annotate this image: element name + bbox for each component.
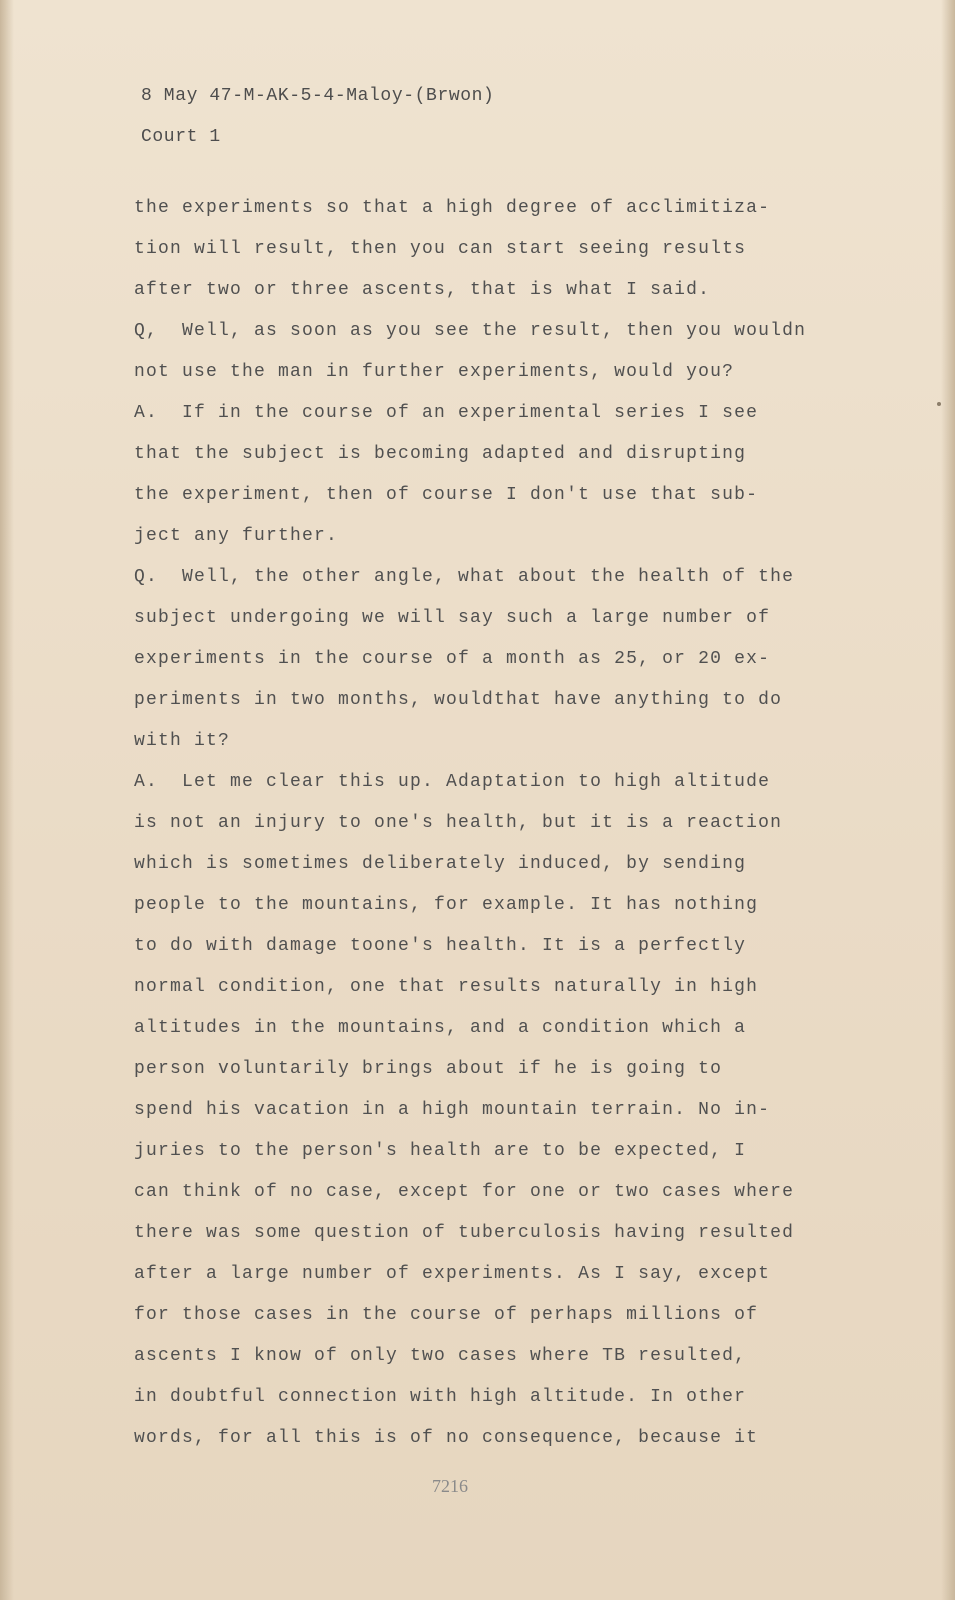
transcript-line: to do with damage toone's health. It is a perfectly (134, 936, 747, 956)
transcript-line: Q. Well, the other angle, what about the health of the (134, 567, 795, 587)
transcript-line: is not an injury to one's health, but it is a reaction (134, 813, 783, 833)
transcript-line: words, for all this is of no consequence, because it (134, 1428, 759, 1448)
transcript-line: after a large number of experiments. As I say, except (134, 1264, 771, 1284)
transcript-line: with it? (134, 731, 231, 751)
transcript-body (134, 188, 806, 1459)
transcript-line: experiments in the course of a month as 25, or 20 ex- (134, 649, 771, 669)
transcript-line: can think of no case, except for one or two cases where (134, 1182, 795, 1202)
transcript-line: people to the mountains, for example. It has nothing (134, 895, 759, 915)
transcript-line: Q, Well, as soon as you see the result, then you wouldn (134, 321, 807, 341)
transcript-line: the experiment, then of course I don't use that sub- (134, 485, 759, 505)
transcript-line: tion will result, then you can start seeing results (134, 239, 747, 259)
transcript-line: spend his vacation in a high mountain terrain. No in- (134, 1100, 771, 1120)
page-number: 7216 (432, 1476, 468, 1496)
transcript-line: normal condition, one that results naturally in high (134, 977, 759, 997)
transcript-line: juries to the person's health are to be expected, I (134, 1141, 747, 1161)
transcript-line: the experiments so that a high degree of acclimitiza- (134, 198, 771, 218)
transcript-line: after two or three ascents, that is what I said. (134, 280, 711, 300)
header-court-line: Court 1 (141, 127, 221, 147)
transcript-line: ascents I know of only two cases where TB resulted, (134, 1346, 747, 1366)
page-edge-left (0, 0, 14, 1600)
header-session-line: 8 May 47-M-AK-5-4-Maloy-(Brwon) (141, 86, 495, 106)
transcript-line: ject any further. (134, 526, 339, 546)
transcript-line: not use the man in further experiments, would you? (134, 362, 735, 382)
transcript-line: which is sometimes deliberately induced, by sending (134, 854, 747, 874)
transcript-line: that the subject is becoming adapted and disrupting (134, 444, 747, 464)
transcript-line: A. Let me clear this up. Adaptation to high altitude (134, 772, 771, 792)
transcript-line: periments in two months, wouldthat have anything to do (134, 690, 783, 710)
transcript-line: subject undergoing we will say such a large number of (134, 608, 771, 628)
transcript-line: altitudes in the mountains, and a condition which a (134, 1018, 747, 1038)
transcript-line: person voluntarily brings about if he is going to (134, 1059, 723, 1079)
transcript-line: for those cases in the course of perhaps millions of (134, 1305, 759, 1325)
paper-speck (937, 402, 941, 406)
transcript-line: in doubtful connection with high altitude. In other (134, 1387, 747, 1407)
transcript-line: there was some question of tuberculosis having resulted (134, 1223, 795, 1243)
page-edge-right (941, 0, 955, 1600)
transcript-line: A. If in the course of an experimental series I see (134, 403, 759, 423)
